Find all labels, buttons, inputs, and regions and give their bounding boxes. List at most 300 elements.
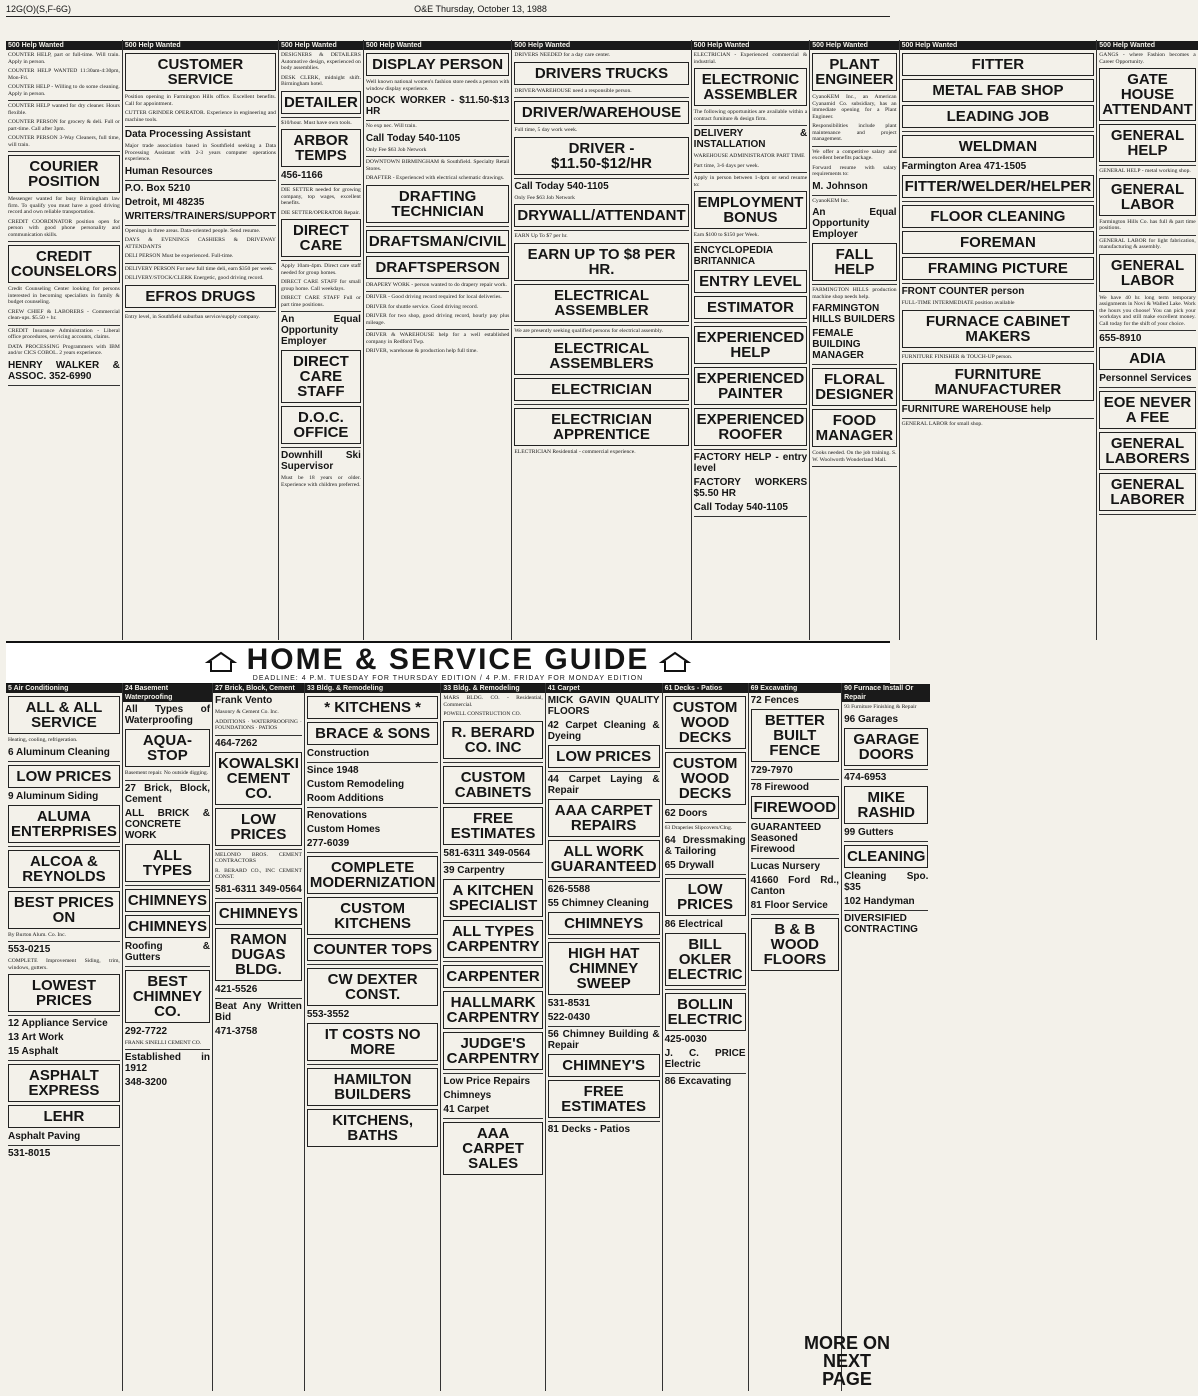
- divider: [548, 881, 660, 882]
- classified-ad: BEST PRICES ON: [8, 891, 120, 929]
- classified-ad: EXPERIENCED HELP: [694, 326, 808, 364]
- section-heading: 500 Help Wanted: [1097, 41, 1198, 50]
- classified-ad: D.O.C. OFFICE: [281, 406, 361, 444]
- classified-ad: MICK GAVIN QUALITY FLOORS: [547, 695, 660, 717]
- classified-ad: No exp nec. Will train.: [365, 123, 417, 129]
- classified-ad: Only Fee $63 Job Network: [514, 194, 575, 201]
- classified-ad: $10/hour. Must have own tools.: [280, 119, 352, 126]
- classified-ad: EARN Up To $7 per hr.: [514, 233, 568, 239]
- folio-center: O&E Thursday, October 13, 1988: [414, 4, 547, 14]
- classified-ad: 553-3552: [306, 1009, 350, 1020]
- classified-ad: 81 Floor Service: [750, 900, 828, 911]
- divider: [694, 322, 808, 323]
- classified-ad: DRIVERS TRUCKS: [514, 62, 688, 85]
- classified-ad: ENTRY LEVEL: [694, 270, 808, 293]
- divider: [1099, 514, 1196, 515]
- classified-ad: DRIVERS NEEDED for a day care center.: [514, 52, 611, 58]
- section-heading: 41 Carpet: [546, 684, 662, 693]
- bottom-column: [6, 683, 123, 1391]
- divider: [125, 966, 210, 967]
- top-column: [364, 40, 513, 640]
- classified-ad: Personnel Services: [1099, 373, 1192, 384]
- classified-ad: GENERAL HELP: [1099, 124, 1196, 162]
- classified-ad: Call Today 540-1105: [693, 501, 788, 513]
- classified-ad: LEADING JOB: [902, 105, 1095, 128]
- classified-ad: ESTIMATOR: [694, 296, 808, 319]
- classified-ad: 62 Doors: [664, 808, 708, 819]
- classified-ad: DELIVERY & INSTALLATION: [693, 128, 808, 150]
- classified-ad: CyanoKEM Inc.: [812, 197, 850, 204]
- classified-ad: An Equal Opportunity Employer: [280, 314, 361, 347]
- divider: [694, 242, 808, 243]
- section-heading: 500 Help Wanted: [900, 41, 1097, 50]
- classified-ad: DRIVER/WAREHOUSE: [514, 101, 688, 124]
- classified-ad: 456-1166: [280, 170, 323, 181]
- classified-ad: Masonry & Cement Co. Inc.: [215, 709, 279, 715]
- divider: [125, 885, 210, 886]
- classified-ad: DRAFTING TECHNICIAN: [366, 185, 510, 223]
- classified-ad: CUSTOM WOOD DECKS: [665, 696, 746, 749]
- divider: [366, 329, 510, 330]
- classified-ad: CLEANING: [844, 845, 928, 868]
- classified-ad: FOOD MANAGER: [812, 409, 896, 447]
- classified-ad: LOW PRICES: [215, 808, 302, 846]
- divider: [443, 862, 542, 863]
- classified-ad: CUSTOM WOOD DECKS: [665, 752, 746, 805]
- section-heading: 61 Decks - Patios: [663, 684, 748, 693]
- classified-ad: ENCYCLOPEDIA BRITANNICA: [693, 244, 774, 267]
- bottom-column: [123, 683, 213, 1391]
- classified-ad: DRIVER & WAREHOUSE help for a well established company in Redford Twp.: [365, 332, 510, 345]
- classified-ad: EFROS DRUGS: [125, 285, 276, 308]
- classified-ad: DRIVER for shuttle service. Good driving record.: [365, 303, 479, 310]
- classified-ad: MIKE RASHID: [844, 786, 928, 824]
- classified-ad: MELONIO BROS. CEMENT CONTRACTORS: [215, 851, 302, 864]
- classified-ad: We offer a competitive salary and excellent benefits package.: [812, 148, 897, 161]
- classified-ad: Custom Homes: [306, 824, 381, 835]
- divider: [125, 311, 276, 312]
- divider: [307, 762, 439, 763]
- classified-ad: 78 Firewood: [750, 782, 809, 793]
- classified-ad: An Equal Opportunity Employer: [812, 207, 897, 240]
- classified-ad: Human Resources: [124, 165, 213, 177]
- classified-ad: GENERAL LABOR for light fabrication, manufacturing & assembly.: [1099, 237, 1196, 250]
- more-on-next-page: MORE ON NEXT PAGE: [804, 1333, 891, 1389]
- top-column: [123, 40, 279, 640]
- divider: [694, 449, 808, 450]
- classified-ad: 42 Carpet Cleaning & Dyeing: [547, 720, 660, 742]
- classified-ad: Renovations: [306, 810, 367, 821]
- classified-ad: A KITCHEN SPECIALIST: [443, 879, 542, 917]
- section-heading: 500 Help Wanted: [692, 41, 810, 50]
- classified-ad: HAMILTON BUILDERS: [307, 1068, 439, 1106]
- classified-ad: CHIMNEYS: [125, 889, 210, 912]
- classified-ad: Since 1948: [306, 765, 359, 776]
- classified-ad: COUNTER PERSON 3-Way Cleaners, full time, will train.: [8, 135, 120, 148]
- classified-ad: BETTER BUILT FENCE: [751, 709, 840, 762]
- classified-ad: DRIVER - $11.50-$12/HR: [514, 137, 688, 175]
- classified-ad: DRAFTSMAN/CIVIL: [366, 230, 510, 253]
- divider: [812, 146, 896, 147]
- classified-ad: FURNITURE FINISHER & TOUCH-UP person.: [901, 353, 1013, 360]
- divider: [215, 898, 302, 899]
- classified-ad: Cooks needed. On the job training. S. W. Woolworth Wonderland Mall.: [812, 450, 897, 463]
- divider: [514, 230, 688, 231]
- classified-ad: 64 Dressmaking & Tailoring: [664, 834, 746, 857]
- divider: [548, 1121, 660, 1122]
- divider: [366, 156, 510, 157]
- divider: [366, 120, 510, 121]
- divider: [366, 291, 510, 292]
- classified-ad: 581-6311 349-0564: [443, 847, 531, 859]
- divider: [8, 1060, 120, 1061]
- classified-ad: CARPENTER: [443, 965, 542, 988]
- divider: [1099, 387, 1196, 388]
- classified-ad: GENERAL LABORER: [1099, 473, 1196, 511]
- classified-ad: DRIVER/WAREHOUSE need a responsible person.: [514, 87, 632, 94]
- section-heading: 500 Help Wanted: [364, 41, 512, 50]
- classified-ad: DIE SETTER needed for growing company, top wages, excellent benefits.: [280, 187, 361, 206]
- banner-title: HOME & SERVICE GUIDE: [246, 642, 650, 676]
- classified-ad: ALL WORK GUARANTEED: [548, 840, 660, 878]
- bottom-column: [749, 683, 843, 1391]
- classified-ad: Openings in three areas. Data-oriented people. Send resume.: [124, 227, 261, 234]
- divider: [443, 762, 542, 763]
- classified-ad: 86 Excavating: [664, 1075, 732, 1087]
- classified-ad: DRAFTER - Experienced with electrical schematic drawings.: [365, 175, 505, 181]
- classified-ad: 15 Asphalt: [8, 1046, 59, 1057]
- classified-ad: LOW PRICES: [548, 745, 660, 768]
- house-icon: [206, 651, 236, 673]
- classified-ad: 96 Garages: [844, 713, 899, 725]
- classified-ad: ALUMA ENTERPRISES: [8, 805, 120, 843]
- classified-ad: COMPLETE Improvement Siding, trim, windows, gutters.: [8, 958, 120, 971]
- classified-ad: CHIMNEYS: [125, 915, 210, 938]
- divider: [548, 938, 660, 939]
- classified-ad: 63 Draperies Slipcovers/Clng.: [664, 825, 733, 831]
- divider: [751, 914, 840, 915]
- divider: [443, 961, 542, 962]
- classified-ad: EOE NEVER A FEE: [1099, 391, 1196, 429]
- house-icon: [660, 651, 690, 673]
- classified-ad: GENERAL LABOR: [1099, 178, 1196, 216]
- divider: [751, 779, 840, 780]
- classified-ad: CUSTOM CABINETS: [443, 766, 542, 804]
- classified-ad: COUNTER HELP, part or full-time. Will train. Apply in person.: [8, 52, 120, 65]
- classified-ad: Well known national women's fashion store needs a person with window display experience.: [365, 79, 510, 92]
- classified-ad: AQUA-STOP: [125, 729, 210, 767]
- classified-ad: Lucas Nursery: [750, 861, 821, 872]
- classified-ad: CHIMNEYS: [215, 902, 302, 925]
- classified-ad: DOCK WORKER - $11.50-$13 HR: [365, 95, 510, 117]
- classified-ad: WRITERS/TRAINERS/SUPPORT: [124, 210, 276, 222]
- divider: [281, 184, 361, 185]
- classified-ad: Earn $100 to $150 per Week.: [693, 232, 759, 238]
- classified-ad: Cleaning Spo. $35: [844, 870, 929, 893]
- top-column: [512, 40, 691, 640]
- classified-ad: COUNTER HELP - Willing to do some cleaning. Apply in person.: [8, 84, 120, 97]
- classified-ad: Data Processing Assistant: [124, 129, 251, 140]
- banner-subtitle: DEADLINE: 4 P.M. TUESDAY FOR THURSDAY EDITION / 4 P.M. FRIDAY FOR MONDAY EDITION: [252, 674, 644, 682]
- classified-ad: ALL TYPES CARPENTRY: [443, 920, 542, 958]
- classified-ad: Room Additions: [306, 793, 384, 804]
- classified-ad: CUTTER GRINDER OPERATOR. Experience in engineering and machine tools.: [124, 110, 276, 123]
- bottom-column: [305, 683, 442, 1391]
- folio-left: 12G(O)(S,F-6G): [6, 4, 72, 14]
- classified-ad: AAA CARPET REPAIRS: [548, 799, 660, 837]
- classified-ad: DRIVER, warehouse & production help full time.: [365, 348, 478, 354]
- classified-ad: Frank Vento: [215, 695, 273, 706]
- classified-ad: COUNTER HELP WANTED 11:30am-4:30pm, Mon-Fri.: [8, 68, 120, 81]
- divider: [443, 1073, 542, 1074]
- classified-ad: BRACE & SONS: [307, 722, 439, 745]
- classified-ad: By Burton Alum. Co. Inc.: [8, 931, 66, 938]
- section-heading: 500 Help Wanted: [279, 41, 363, 50]
- classified-ad: Only Fee $63 Job Network: [365, 146, 427, 153]
- classified-ad: DIRECT CARE STAFF Full or part time positions.: [280, 295, 361, 308]
- classified-ad: FREE ESTIMATES: [443, 807, 542, 845]
- classified-ad: FURNITURE WAREHOUSE help: [901, 404, 1052, 415]
- classified-ad: 99 Gutters: [844, 826, 894, 838]
- classified-ad: FURNACE CABINET MAKERS: [902, 310, 1095, 348]
- bottom-column: [546, 683, 663, 1391]
- divider: [8, 385, 120, 386]
- classified-ad: 41 Carpet: [443, 1103, 489, 1115]
- classified-ad: Call Today 540-1105: [514, 180, 609, 192]
- classified-ad: EARN UP TO $8 PER HR.: [514, 243, 688, 281]
- classified-ad: 55 Chimney Cleaning: [547, 898, 649, 909]
- divider: [125, 225, 276, 226]
- section-heading: 90 Furnace Install Or Repair: [842, 684, 930, 702]
- classified-ad: METAL FAB SHOP: [902, 79, 1095, 102]
- classified-ad: Basement repair. No outside digging.: [124, 770, 209, 776]
- classified-ad: 553-0215: [8, 944, 51, 955]
- classified-ad: ALL & ALL SERVICE: [8, 696, 120, 734]
- classified-ad: All Types of Waterproofing: [124, 704, 211, 726]
- classified-ad: ELECTRICAL ASSEMBLERS: [514, 337, 688, 375]
- classified-ad: FURNITURE MANUFACTURER: [902, 363, 1095, 401]
- classified-ad: P.O. Box 5210: [124, 182, 191, 194]
- divider: [281, 447, 361, 448]
- classified-ad: CREDIT COORDINATOR position open for person with good phone personality and communication skills.: [8, 218, 120, 238]
- classified-ad: COUNTER HELP wanted for dry cleaner. Hours flexible.: [8, 103, 120, 116]
- classified-ad: BOLLIN ELECTRIC: [665, 993, 746, 1031]
- divider: [514, 178, 688, 179]
- classified-ad: FLORAL DESIGNER: [812, 368, 896, 406]
- classified-ad: HENRY WALKER & ASSOC. 352-6990: [8, 359, 120, 382]
- classified-ad: DETAILER: [281, 91, 361, 114]
- classified-ad: ADDITIONS · WATERPROOFING · FOUNDATIONS · PATIOS: [215, 718, 302, 731]
- classified-ad: FALL HELP: [812, 243, 896, 281]
- classified-ad: DOWNTOWN BIRMINGHAM & Southfield. Specialty Retail Stores.: [365, 159, 510, 172]
- classified-ad: We have 40 hr. long term temporary assignments in Novi & Walled Lake. Work the hours you choose! You can pick your workdays and still make excellent money. Call today for the shift of your choice.: [1099, 294, 1196, 327]
- classified-ad: FACTORY HELP - entry level: [693, 451, 808, 474]
- classified-ad: DELIVERY/STOCK/CLERK Energetic, good driving record.: [124, 275, 264, 281]
- classified-ad: ELECTRICIAN APPRENTICE: [514, 408, 688, 446]
- classified-ad: 292-7722: [124, 1025, 168, 1037]
- classified-ad: 13 Art Work: [8, 1032, 64, 1043]
- classified-ad: WAREHOUSE ADMINISTRATOR PART TIME: [693, 153, 805, 159]
- divider: [125, 263, 276, 264]
- classified-ad: Established in 1912: [124, 1052, 211, 1074]
- classified-ad: 56 Chimney Building & Repair: [547, 1029, 660, 1051]
- classified-ad: J. C. PRICE Electric: [664, 1047, 746, 1070]
- classified-ad: Credit Counseling Center looking for persons interested in becoming specialists in family & budget counseling.: [8, 286, 120, 305]
- section-heading: 69 Excavating: [749, 684, 842, 693]
- bottom-column: [663, 683, 749, 1391]
- service-guide-section: [6, 683, 929, 1391]
- classified-ad: * KITCHENS *: [307, 696, 439, 719]
- classified-ad: GENERAL LABORERS: [1099, 432, 1196, 470]
- classified-ad: 86 Electrical: [664, 918, 723, 930]
- divider: [812, 195, 896, 196]
- classified-ad: 6 Aluminum Cleaning: [8, 746, 110, 758]
- divider: [665, 874, 746, 875]
- divider: [665, 1073, 746, 1074]
- classified-ad: DRIVER for two shop, good driving record, hourly pay plus mileage.: [365, 313, 510, 326]
- section-heading: 500 Help Wanted: [123, 41, 278, 50]
- classified-ad: Apply 10am-4pm. Direct care staff needed for group homes.: [280, 263, 361, 276]
- classified-ad: FEMALE BUILDING MANAGER: [812, 328, 864, 361]
- classified-ad: 9 Aluminum Siding: [8, 790, 99, 802]
- divider: [694, 516, 808, 517]
- classified-ad: ELECTRICAL ASSEMBLER: [514, 284, 688, 322]
- classified-ad: We are presently seeking qualified persons for electrical assembly.: [514, 327, 664, 334]
- classified-ad: DIRECT CARE STAFF for small group home. Call weekdays.: [280, 279, 361, 292]
- divider: [8, 100, 120, 101]
- classified-ad: DRIVER - Good driving record required for local deliveries.: [365, 294, 502, 300]
- classified-ad: GARAGE DOORS: [844, 728, 928, 766]
- classified-ad: FITTER: [902, 53, 1095, 76]
- classified-ad: 626-5588: [547, 884, 591, 895]
- classified-ad: 27 Brick, Block, Cement: [124, 782, 211, 805]
- divider: [307, 1064, 439, 1065]
- classified-ad: FULL-TIME INTERMEDIATE position available: [901, 300, 1015, 306]
- classified-ad: 41660 Ford Rd., Canton: [750, 875, 840, 897]
- classified-ad: R. BERARD CO., INC CEMENT CONST.: [215, 867, 302, 880]
- classified-ad: FRANK SINELLI CEMENT CO.: [124, 1039, 202, 1046]
- classified-ad: IT COSTS NO MORE: [307, 1023, 439, 1061]
- classified-ad: ADIA: [1099, 347, 1196, 370]
- top-column: [1097, 40, 1198, 640]
- divider: [694, 172, 808, 173]
- help-wanted-section: [6, 40, 1196, 640]
- classified-ad: DRAPERY WORK - person wanted to do drapery repair work.: [365, 281, 507, 288]
- divider: [902, 418, 1095, 419]
- divider: [281, 311, 361, 312]
- classified-ad: POWELL CONSTRUCTION CO.: [443, 711, 522, 717]
- top-column: [6, 40, 123, 640]
- classified-ad: GANGS - where Fashion becomes a Career Opportunity.: [1099, 52, 1196, 65]
- divider: [215, 998, 302, 999]
- divider: [443, 1118, 542, 1119]
- classified-ad: Detroit, MI 48235: [124, 196, 205, 208]
- classified-ad: MARS BLDG. CO. - Residential, Commercial.: [443, 695, 543, 708]
- classified-ad: 425-0030: [664, 1033, 707, 1045]
- divider: [307, 807, 439, 808]
- classified-ad: FARMINGTON HILLS production machine shop needs help.: [812, 287, 897, 300]
- bottom-column: [213, 683, 305, 1391]
- divider: [307, 852, 439, 853]
- divider: [125, 126, 276, 127]
- classified-ad: COUNTER PERSON for grocery & deli. Full or part-time. Call after 3pm.: [8, 119, 120, 132]
- classified-ad: Entry level, in Southfield suburban service/supply company.: [124, 313, 260, 320]
- divider: [125, 180, 276, 181]
- divider: [902, 131, 1095, 132]
- home-service-guide-banner: [6, 641, 890, 685]
- divider: [125, 1049, 210, 1050]
- classified-ad: B & B WOOD FLOORS: [751, 918, 840, 971]
- classified-ad: Chimneys: [443, 1089, 492, 1101]
- classified-ad: KOWALSKI CEMENT CO.: [215, 752, 302, 805]
- classified-ad: GENERAL LABOR: [1099, 254, 1196, 292]
- divider: [514, 325, 688, 326]
- classified-ad: Major trade association based in Southfield seeking a Data Processing Assistant with 2-3 years computer operations experience.: [124, 143, 276, 162]
- classified-ad: ELECTRICIAN: [514, 378, 688, 401]
- classified-ad: Position opening in Farmington Hills office. Excellent benefits. Call for appointment.: [124, 94, 276, 107]
- classified-ad: LOW PRICES: [665, 878, 746, 916]
- classified-ad: COUNTER TOPS: [307, 938, 439, 961]
- classified-ad: CyanoKEM Inc., an American Cyanamid Co. subsidiary, has an immediate opening for a Plant Engineer.: [812, 94, 897, 120]
- classified-ad: Roofing & Gutters: [124, 940, 211, 963]
- classified-ad: DELI PERSON Must be experienced. Full-time.: [124, 253, 234, 259]
- divider: [902, 351, 1095, 352]
- classified-ad: CREDIT Insurance Administration - Liberal office procedures, servicing accounts, claims.: [8, 327, 120, 340]
- classified-ad: Apply in person between 1-4pm or send resume to:: [693, 175, 808, 188]
- classified-ad: AAA CARPET SALES: [443, 1122, 542, 1175]
- classified-ad: DATA PROCESSING Programmers with IBM and/or CICS COBOL. 2 years experience.: [8, 343, 120, 356]
- classified-ad: DIVERSIFIED CONTRACTING: [844, 912, 918, 935]
- classified-ad: ARBOR TEMPS: [281, 129, 361, 167]
- classified-ad: Must be 18 years or older. Experience with children preferred.: [280, 475, 361, 488]
- divider: [8, 846, 120, 847]
- classified-ad: DESK CLERK, midnight shift. Birmingham hotel.: [280, 74, 361, 87]
- classified-ad: FRONT COUNTER person: [901, 286, 1025, 297]
- divider: [812, 364, 896, 365]
- top-column: [900, 40, 1098, 640]
- classified-ad: ASPHALT EXPRESS: [8, 1064, 120, 1102]
- classified-ad: GENERAL LABOR for small shop.: [901, 421, 983, 427]
- divider: [694, 125, 808, 126]
- classified-ad: CW DEXTER CONST.: [307, 968, 439, 1006]
- classified-ad: GUARANTEED Seasoned Firewood: [750, 822, 822, 855]
- divider: [665, 822, 746, 823]
- divider: [8, 941, 120, 942]
- divider: [514, 404, 688, 405]
- section-heading: 33 Bldg. & Remodeling: [441, 684, 544, 693]
- classified-ad: LOW PRICES: [8, 765, 120, 788]
- classified-ad: Farmington Area 471-1505: [901, 161, 1027, 172]
- divider: [844, 910, 928, 911]
- classified-ad: Construction: [306, 748, 370, 759]
- top-column: [279, 40, 364, 640]
- classified-ad: DIRECT CARE: [281, 219, 361, 257]
- classified-ad: FREE ESTIMATES: [548, 1080, 660, 1118]
- classified-ad: HALLMARK CARPENTRY: [443, 991, 542, 1029]
- classified-ad: DESIGNERS & DETAILERS Automotive design, experienced on body assemblies.: [280, 52, 361, 71]
- classified-ad: Farmington Hills Co. has full & part time positions.: [1099, 218, 1196, 231]
- classified-ad: 81 Decks - Patios: [547, 1124, 631, 1135]
- classified-ad: ALL BRICK & CONCRETE WORK: [124, 807, 211, 841]
- classified-ad: GATE HOUSE ATTENDANT: [1099, 68, 1196, 121]
- classified-ad: 39 Carpentry: [443, 864, 505, 876]
- bottom-column: [441, 683, 545, 1391]
- classified-ad: 65 Drywall: [664, 859, 715, 871]
- classified-ad: FRAMING PICTURE: [902, 257, 1095, 280]
- classified-ad: ELECTRICIAN - Experienced commercial & industrial.: [693, 52, 808, 65]
- classified-ad: FLOOR CLEANING: [902, 205, 1095, 228]
- classified-ad: ELECTRONIC ASSEMBLER: [694, 68, 808, 106]
